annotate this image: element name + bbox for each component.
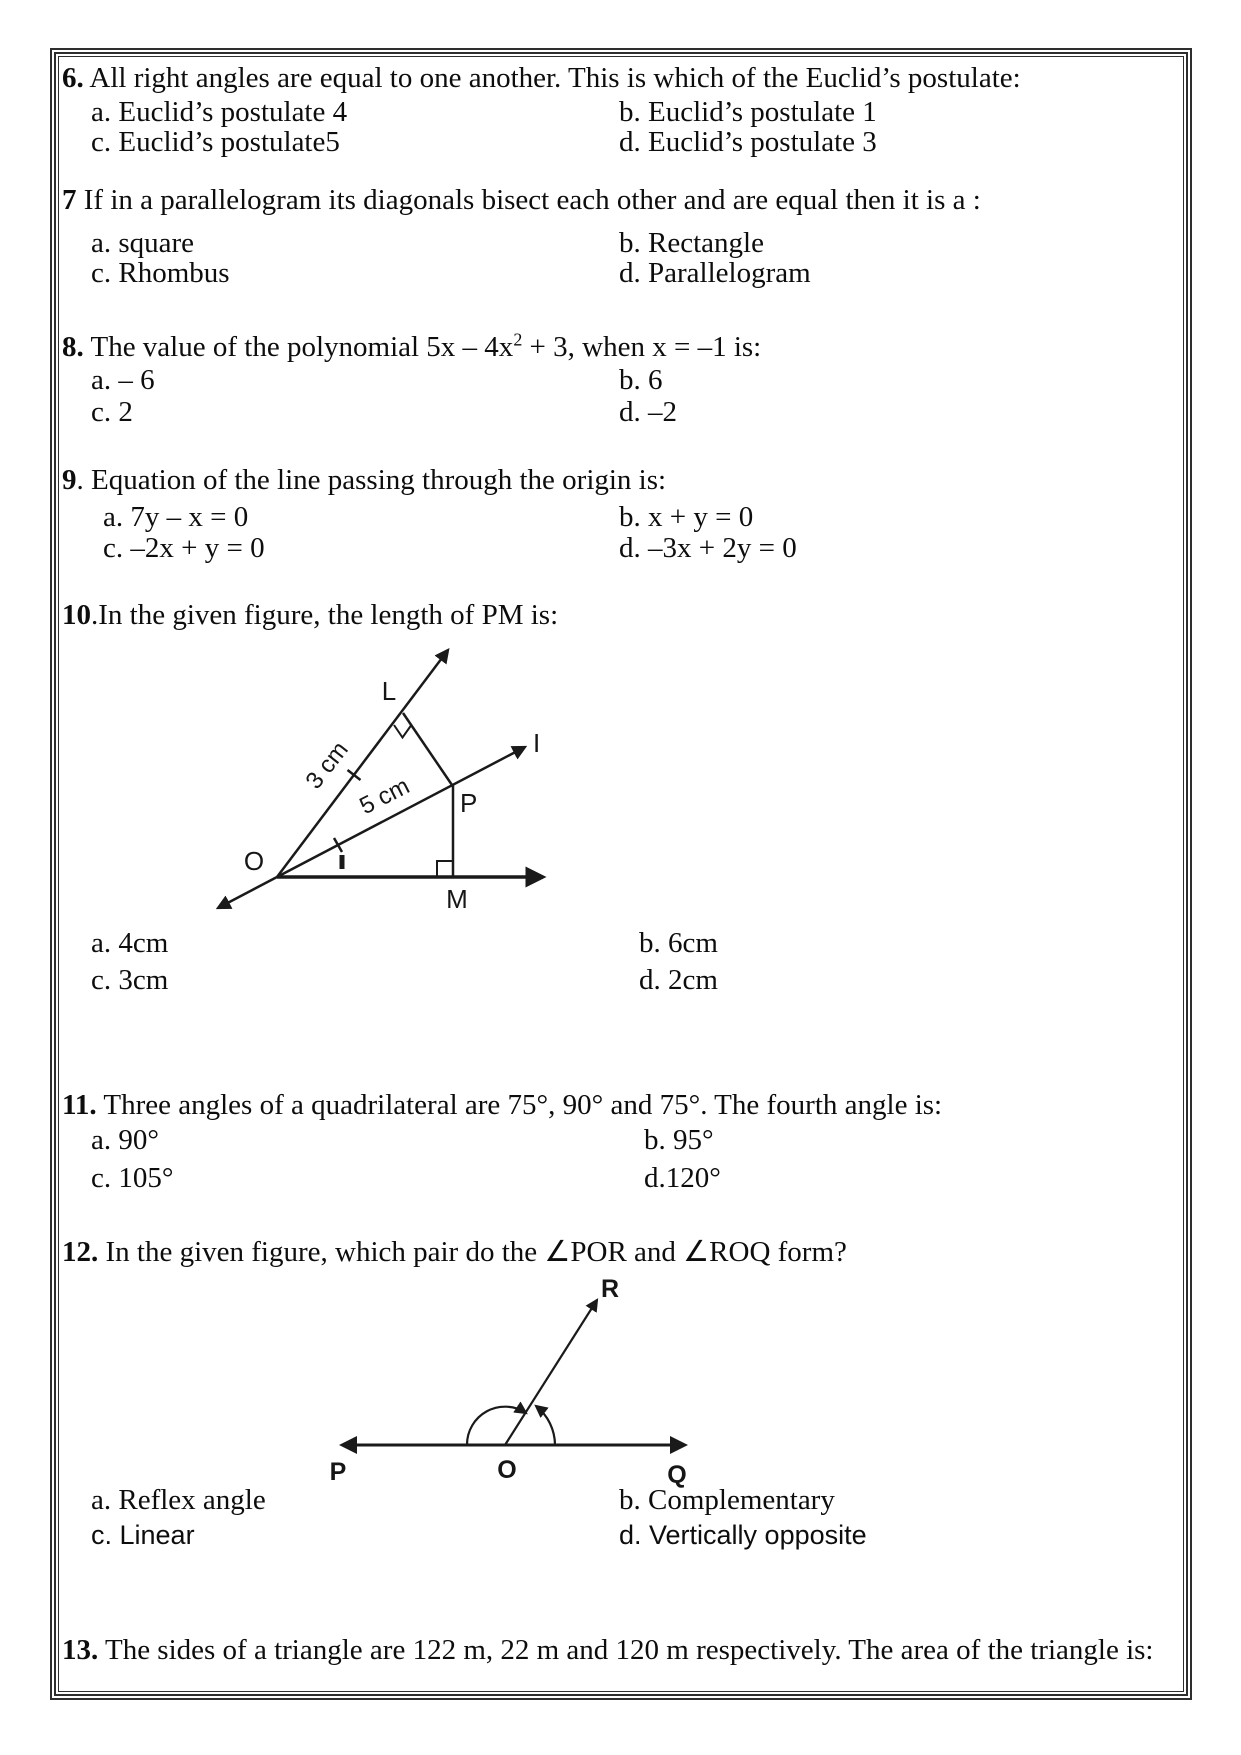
arc-ROQ (536, 1406, 555, 1445)
ray-OL (277, 650, 448, 877)
q8-number: 8. (62, 331, 84, 363)
q8-text-after: + 3, when x = –1 is: (522, 331, 762, 363)
q7-text: If in a parallelogram its diagonals bisect each other and are equal then it is a : (76, 184, 981, 216)
q6-option-a: a. Euclid’s postulate 4 (91, 96, 348, 128)
q11-text: Three angles of a quadrilateral are 75°, 90° and 75°. The fourth angle is: (96, 1089, 943, 1121)
q8-option-c: c. 2 (91, 396, 133, 428)
q11-number: 11. (62, 1089, 97, 1121)
q8-option-a: a. – 6 (91, 364, 155, 396)
q9-option-a: a. 7y – x = 0 (103, 501, 249, 533)
q12-option-d: d. Vertically opposite (619, 1520, 867, 1550)
measure-5cm: 5 cm (355, 772, 414, 821)
q11-option-a: a. 90° (91, 1124, 159, 1156)
q7-option-d: d. Parallelogram (619, 257, 811, 289)
q8-exponent: 2 (513, 329, 523, 350)
q7-option-b: b. Rectangle (619, 227, 764, 259)
q9-option-d: d. –3x + 2y = 0 (619, 532, 797, 564)
worksheet-content (58, 56, 1184, 1692)
q11-options-row1 (59, 1122, 1177, 1158)
question-13 (59, 1632, 1177, 1668)
right-angle-M (437, 861, 453, 877)
tick-OP (334, 838, 342, 852)
label-P2: P (329, 1458, 347, 1486)
q7-options-row2 (59, 255, 1177, 291)
label-Q: Q (667, 1461, 687, 1489)
q10-options-row1 (59, 925, 1177, 961)
q8-options-row2 (59, 394, 1177, 430)
q12-text: In the given figure, which pair do the ∠POR and ∠ROQ form? (98, 1236, 847, 1268)
label-O: O (243, 846, 265, 876)
q10-number: 10 (62, 599, 91, 631)
segment-LP (403, 713, 452, 785)
question-11 (59, 1087, 1177, 1123)
q8-text-before: The value of the polynomial 5x – 4x (83, 331, 514, 363)
q9-options-row2 (59, 530, 1177, 566)
label-P: P (460, 788, 478, 818)
q10-option-c: c. 3cm (91, 964, 169, 996)
pm-figure (170, 640, 550, 920)
q9-option-c: c. –2x + y = 0 (103, 532, 265, 564)
q12-number: 12. (62, 1236, 99, 1268)
label-I: I (533, 728, 541, 758)
q6-option-c: c. Euclid’s postulate5 (91, 126, 340, 158)
label-M: M (446, 884, 468, 914)
q10-option-d: d. 2cm (639, 964, 718, 996)
measure-3cm: 3 cm (300, 736, 354, 795)
q7-number: 7 (62, 184, 77, 216)
q7-option-c: c. Rhombus (91, 257, 230, 289)
q6-text: All right angles are equal to one another. This is which of the Euclid’s postulate: (83, 62, 1021, 94)
label-L: L (381, 676, 397, 706)
q9-number: 9 (62, 464, 77, 496)
question-7 (59, 182, 1177, 218)
q8-option-d: d. –2 (619, 396, 677, 428)
q11-option-d: d.120° (644, 1162, 721, 1194)
question-9 (59, 462, 1177, 498)
q8-option-b: b. 6 (619, 364, 663, 396)
q13-number: 13. (62, 1634, 99, 1666)
q10-text: .In the given figure, the length of PM is: (91, 599, 559, 631)
q10-option-a: a. 4cm (91, 927, 169, 959)
tick-OL (348, 770, 361, 780)
q12-option-b: b. Complementary (619, 1484, 835, 1516)
q6-option-d: d. Euclid’s postulate 3 (619, 126, 877, 158)
label-R: R (601, 1275, 620, 1303)
q12-option-c: c. Linear (91, 1520, 195, 1550)
q9-option-b: b. x + y = 0 (619, 501, 754, 533)
page-border-outer (50, 48, 1192, 1700)
label-O2: O (497, 1456, 517, 1484)
q12-option-a: a. Reflex angle (91, 1484, 266, 1516)
q8-options-row1 (59, 362, 1177, 398)
q12-options-row1 (59, 1482, 1177, 1518)
q9-text: . Equation of the line passing through the origin is: (76, 464, 667, 496)
q7-option-a: a. square (91, 227, 195, 259)
question-10 (59, 597, 1177, 633)
question-8 (59, 329, 1177, 365)
q6-option-b: b. Euclid’s postulate 1 (619, 96, 877, 128)
q13-text: The sides of a triangle are 122 m, 22 m and 120 m respectively. The area of the triangle is: (98, 1634, 1154, 1666)
question-6 (59, 60, 1177, 96)
q10-option-b: b. 6cm (639, 927, 718, 959)
right-angle-L (394, 725, 411, 738)
q11-option-b: b. 95° (644, 1124, 714, 1156)
q6-options-row2 (59, 124, 1177, 160)
q6-number: 6. (62, 62, 84, 94)
q10-options-row2 (59, 962, 1177, 998)
q11-options-row2 (59, 1160, 1177, 1196)
ray-O-back (218, 877, 277, 908)
page-border-middle (54, 52, 1188, 1696)
q11-option-c: c. 105° (91, 1162, 174, 1194)
q12-options-row2 (59, 1517, 1177, 1553)
por-figure (300, 1265, 700, 1490)
